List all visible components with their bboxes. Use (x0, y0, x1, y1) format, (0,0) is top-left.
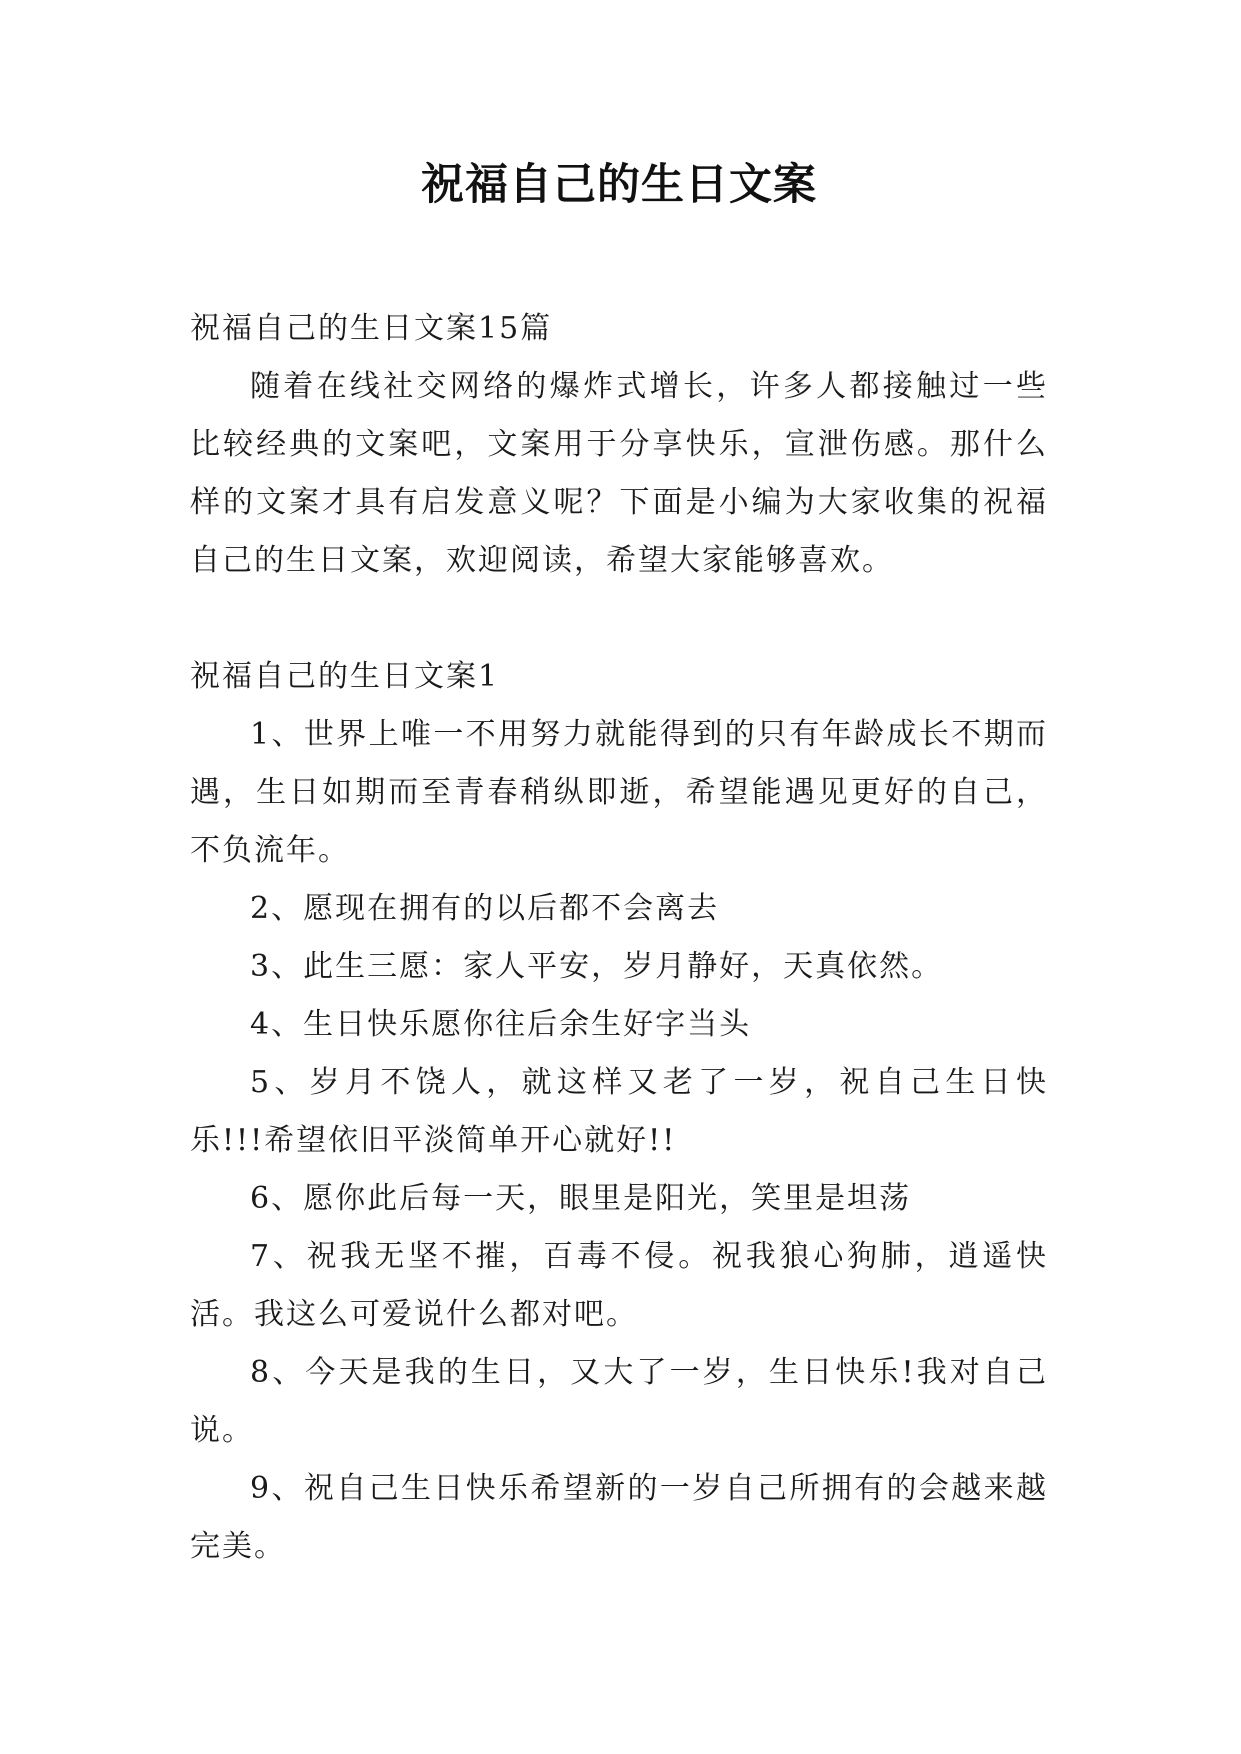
list-item: 4、生日快乐愿你往后余生好字当头 (250, 1007, 752, 1042)
document-page (190, 140, 1048, 1576)
list-item: 2、愿现在拥有的以后都不会离去 (250, 891, 720, 926)
list-item: 6、愿你此后每一天，眼里是阳光，笑里是坦荡 (250, 1181, 912, 1216)
section-heading: 祝福自己的生日文案1 (190, 659, 500, 694)
list-item: 9、祝自己生日快乐希望新的一岁自己所拥有的会越来越完美。 (190, 1471, 1048, 1564)
intro-paragraph: 随着在线社交网络的爆炸式增长，许多人都接触过一些比较经典的文案吧，文案用于分享快乐，宣泄伤感。那什么样的文案才具有启发意义呢？下面是小编为大家收集的祝福自己的生日文案，欢迎阅读，希望大家能够喜欢。 (190, 369, 1048, 578)
list-item: 8、今天是我的生日，又大了一岁，生日快乐!我对自己说。 (190, 1355, 1048, 1448)
list-item: 7、祝我无坚不摧，百毒不侵。祝我狼心狗肺，逍遥快活。我这么可爱说什么都对吧。 (190, 1239, 1048, 1332)
list-item: 1、世界上唯一不用努力就能得到的只有年龄成长不期而遇，生日如期而至青春稍纵即逝，希望能遇见更好的自己，不负流年。 (190, 717, 1048, 868)
list-item: 5、岁月不饶人，就这样又老了一岁，祝自己生日快乐!!!希望依旧平淡简单开心就好!! (190, 1065, 1048, 1158)
document-title: 祝福自己的生日文案 (421, 160, 817, 210)
document-subtitle: 祝福自己的生日文案15篇 (190, 311, 553, 346)
list-item: 3、此生三愿：家人平安，岁月静好，天真依然。 (250, 949, 944, 984)
wish-list (190, 706, 1048, 1576)
